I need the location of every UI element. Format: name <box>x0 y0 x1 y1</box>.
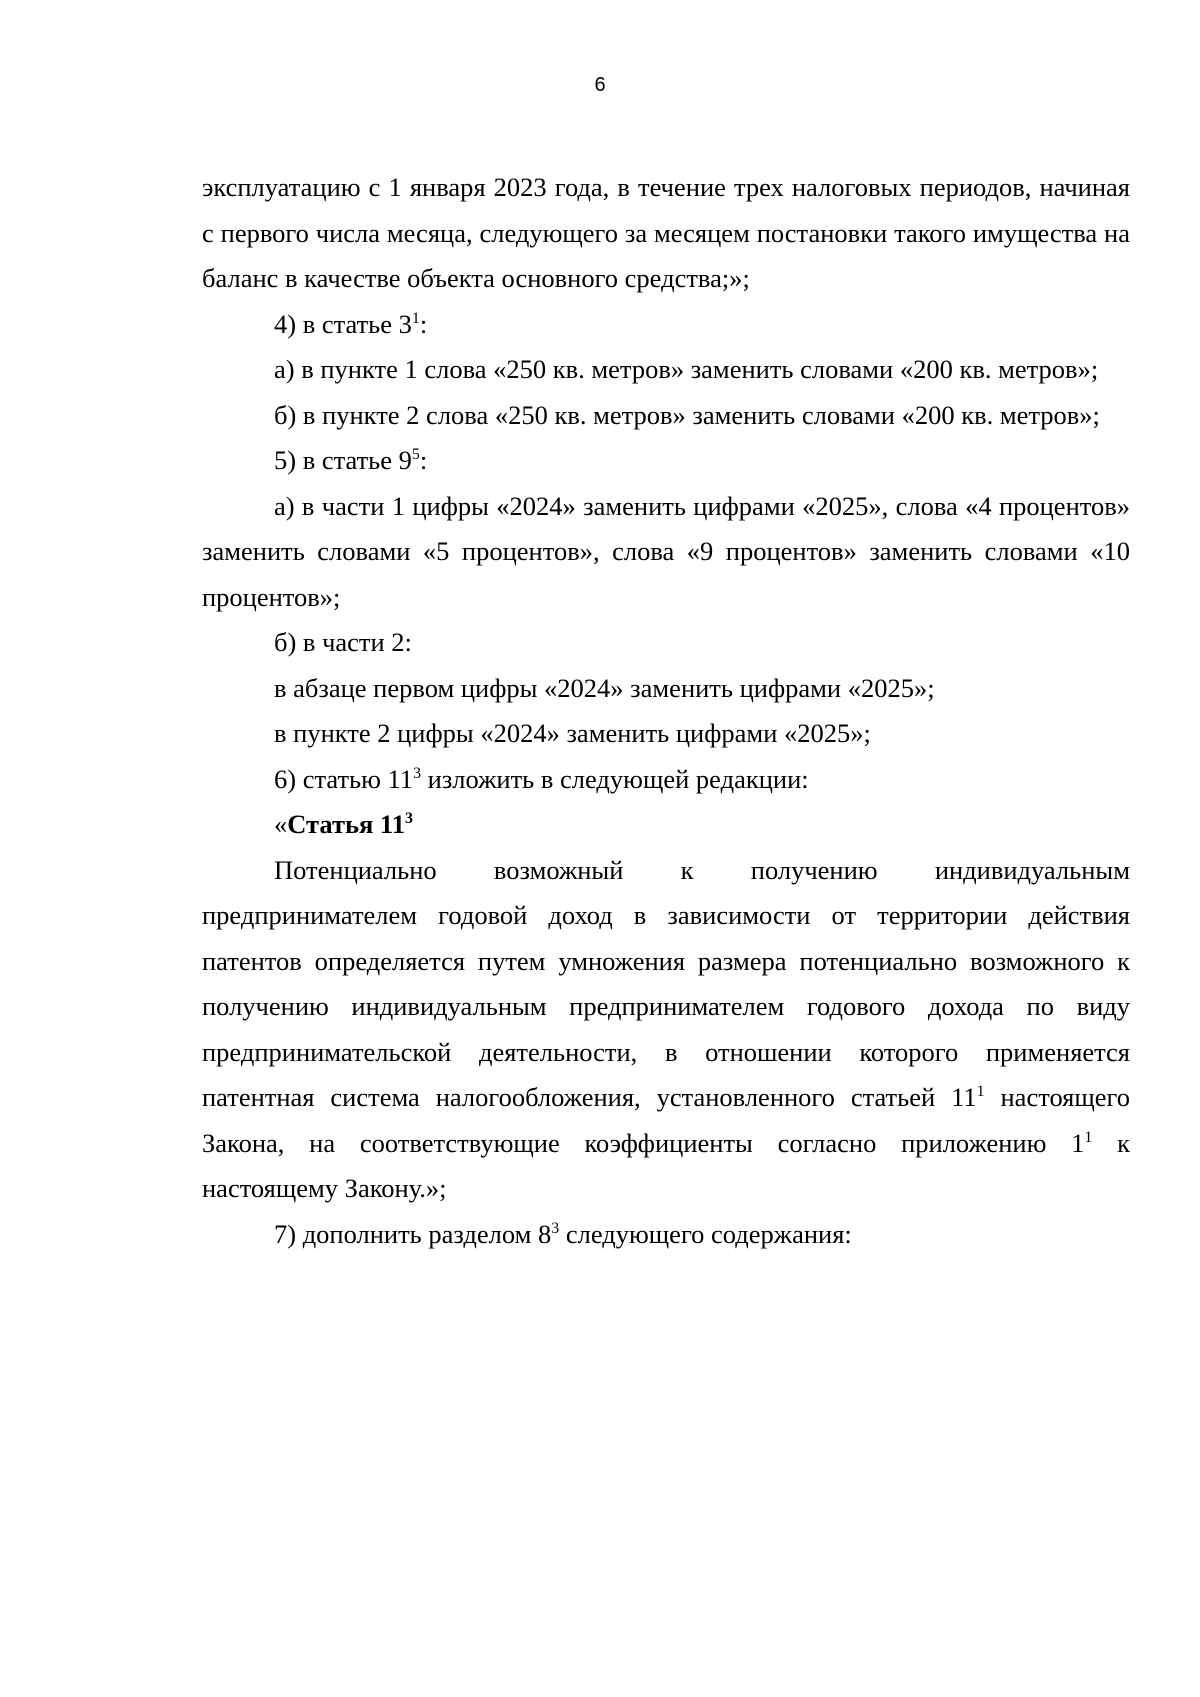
paragraph-item-5a: а) в части 1 цифры «2024» заменить цифрами «2025», слова «4 процентов» заменить словами «5 процентов», слова «9 процентов» заменить словами «10 процентов»; <box>202 490 1130 612</box>
item-5-sup: 5 <box>411 446 420 464</box>
item-7-rest: следующего содержания: <box>559 1218 852 1249</box>
article-body-part-3: к настоящему Закону.»; <box>202 1127 1130 1203</box>
heading-text: Статья 11 <box>287 809 405 839</box>
item-4-text: 4) в статье 3 <box>274 308 412 339</box>
article-body-part-1: Потенциально возможный к получению индивидуальным предпринимателем годовой доход в зависимости от территории действия патентов определяется путем умножения размера потенциально возможного к получению индивидуальным предпринимателем годового дохода по виду предпринимательской деятельности, в отношении которого применяется патентная система налогообложения, установленного статьей 11 <box>202 854 1130 1112</box>
paragraph-item-6 <box>202 757 1130 803</box>
item-6-text: 6) статью 11 <box>274 763 414 794</box>
item-6-rest: изложить в следующей редакции: <box>421 763 809 794</box>
paragraph-continuation: эксплуатацию с 1 января 2023 года, в течение трех налоговых периодов, начиная с первого числа месяца, следующего за месяцем постановки такого имущества на баланс в качестве объекта основного средства;»; <box>202 172 1130 293</box>
article-body-sup-2: 1 <box>1084 1128 1093 1146</box>
paragraph-item-5 <box>202 438 1130 484</box>
article-body-sup-1: 1 <box>976 1083 985 1101</box>
document-body <box>202 165 1130 1257</box>
paragraph-item-7 <box>202 1212 1130 1258</box>
item-4-colon: : <box>419 308 428 339</box>
paragraph-item-4 <box>202 302 1130 348</box>
item-4-sup: 1 <box>411 309 420 327</box>
paragraph-item-4a: а) в пункте 1 слова «250 кв. метров» заменить словами «200 кв. метров»; <box>274 354 1099 384</box>
paragraph-article-body <box>202 848 1130 1212</box>
article-body-part-2: настоящего Закона, на соответствующие коэффициенты согласно приложению 1 <box>202 1082 1131 1158</box>
item-5-colon: : <box>419 445 428 475</box>
paragraph-item-4b: б) в пункте 2 слова «250 кв. метров» заменить словами «200 кв. метров»; <box>274 399 1100 430</box>
paragraph-item-5b-2: в пункте 2 цифры «2024» заменить цифрами «2025»; <box>274 718 871 748</box>
page-number: 6 <box>594 74 606 96</box>
paragraph-item-5b: б) в части 2: <box>274 627 412 657</box>
heading-quote: « <box>274 809 288 839</box>
item-7-sup: 3 <box>551 1219 560 1237</box>
item-7-text: 7) дополнить разделом 8 <box>274 1218 552 1249</box>
heading-sup: 3 <box>404 810 413 828</box>
paragraph-item-5b-1: в абзаце первом цифры «2024» заменить цифрами «2025»; <box>274 672 935 703</box>
article-heading <box>202 802 1130 848</box>
item-5-text: 5) в статье 9 <box>274 445 412 475</box>
item-6-sup: 3 <box>413 764 422 782</box>
